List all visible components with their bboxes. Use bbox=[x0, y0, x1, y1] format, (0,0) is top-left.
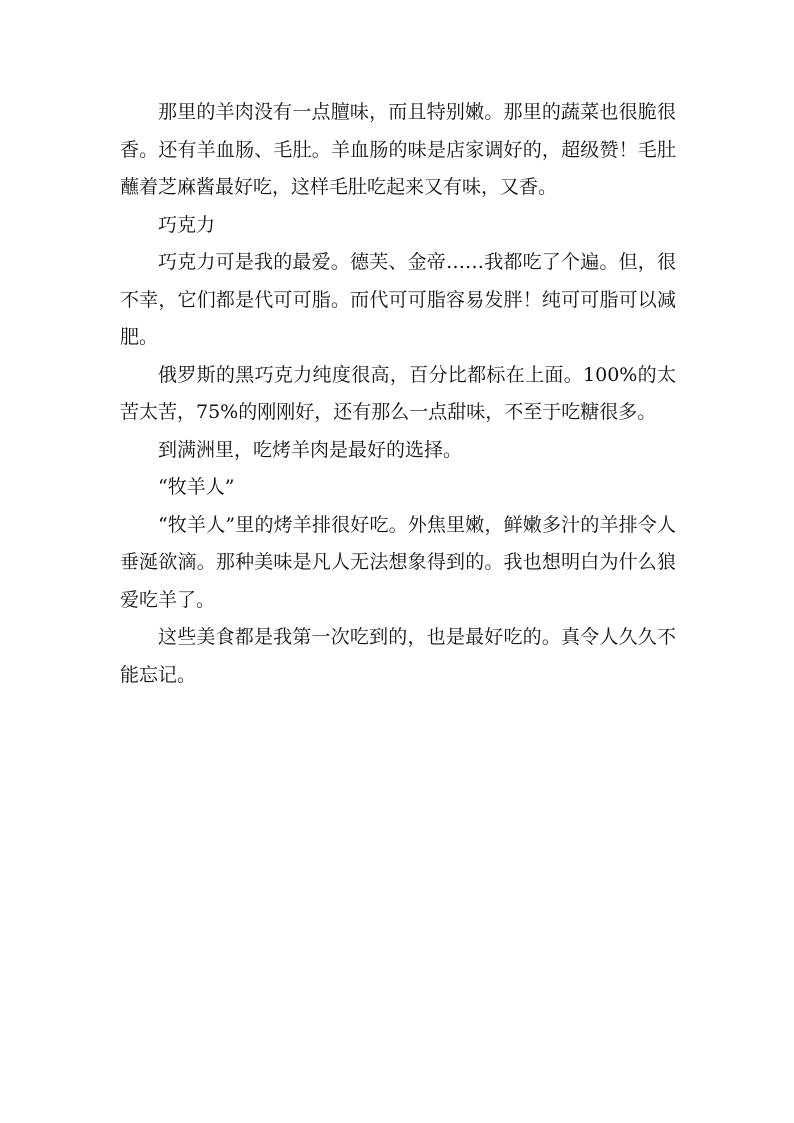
heading-shepherd: “牧羊人” bbox=[158, 476, 235, 498]
heading-chocolate: 巧克力 bbox=[158, 213, 216, 236]
paragraph-lamb: 那里的羊肉没有一点膻味，而且特别嫩。那里的蔬菜也很脆很香。还有羊血肠、毛肚。羊血肠的味是店家调好的，超级赞！毛肚蘸着芝麻酱最好吃，这样毛肚吃起来又有味，又香。 bbox=[120, 101, 676, 198]
paragraph-conclusion: 这些美食都是我第一次吃到的，也是最好吃的。真令人久久不能忘记。 bbox=[120, 626, 676, 686]
paragraph-russian-chocolate: 俄罗斯的黑巧克力纯度很高，百分比都标在上面。100%的太苦太苦，75%的刚刚好，还有那么一点甜味，不至于吃糖很多。 bbox=[120, 363, 676, 423]
paragraph-chocolate-favorite: 巧克力可是我的最爱。德芙、金帝……我都吃了个遍。但，很不幸，它们都是代可可脂。而代可可脂容易发胖！纯可可脂可以减肥。 bbox=[120, 251, 676, 348]
paragraph-manzhouli: 到满洲里，吃烤羊肉是最好的选择。 bbox=[158, 438, 463, 461]
document-body bbox=[120, 94, 676, 694]
paragraph-lamb-chops: “牧羊人”里的烤羊排很好吃。外焦里嫩，鲜嫩多汁的羊排令人垂涎欲滴。那种美味是凡人无法想象得到的。我也想明白为什么狼爱吃羊了。 bbox=[120, 513, 676, 611]
